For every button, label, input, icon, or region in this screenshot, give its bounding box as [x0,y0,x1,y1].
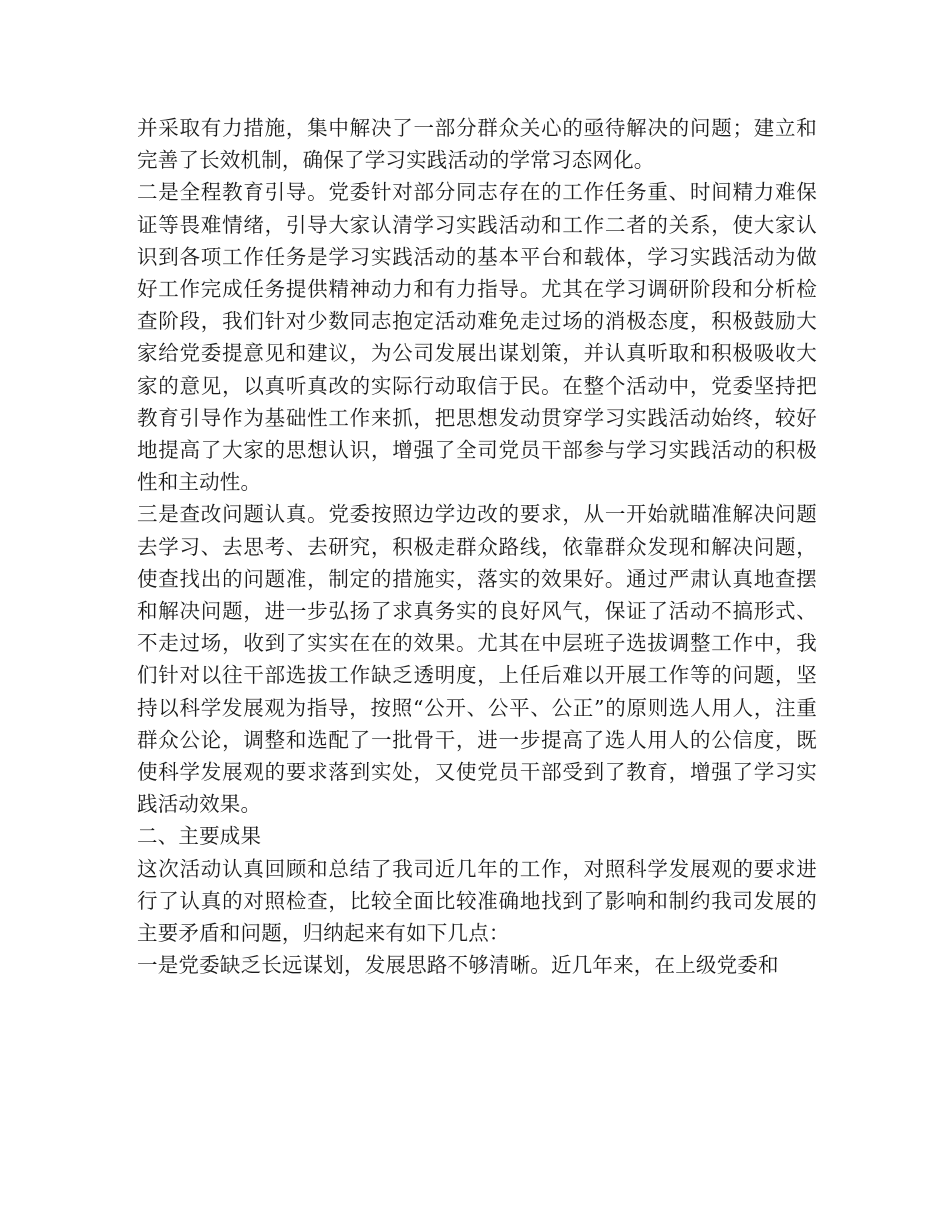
paragraph-5: 一是党委缺乏长远谋划，发展思路不够清晰。近几年来，在上级党委和 [137,953,779,978]
paragraph-3: 三是查改问题认真。党委按照边学边改的要求，从一开始就瞄准解决问题去学习、去思考、去研究，积极走群众路线，依靠群众发现和解决问题，使查找出的问题准，制定的措施实，落实的效果好。通过严肃认真地查摆和解决问题，进一步弘扬了求真务实的良好风气，保证了活动不搞形式、不走过场，收到了实实在在的效果。尤其在中层班子选拔调整工作中，我们针对以往干部选拔工作缺乏透明度，上任后难以开展工作等的问题，坚持以科学发展观为指导，按照“公开、公平、公正”的原则选人用人，注重群众公论，调整和选配了一批骨干，进一步提高了选人用人的公信度，既使科学发展观的要求落到实处，又使党员干部受到了教育，增强了学习实践活动效果。 [137,502,817,817]
document-body [137,112,817,981]
paragraph-2: 二是全程教育引导。党委针对部分同志存在的工作任务重、时间精力难保证等畏难情绪，引导大家认清学习实践活动和工作二者的关系，使大家认识到各项工作任务是学习实践活动的基本平台和载体，学习实践活动为做好工作完成任务提供精神动力和有力指导。尤其在学习调研阶段和分析检查阶段，我们针对少数同志抱定活动难免走过场的消极态度，积极鼓励大家给党委提意见和建议，为公司发展出谋划策，并认真听取和积极吸收大家的意见，以真听真改的实际行动取信于民。在整个活动中，党委坚持把教育引导作为基础性工作来抓，把思想发动贯穿学习实践活动始终，较好地提高了大家的思想认识，增强了全司党员干部参与学习实践活动的积极性和主动性。 [137,180,817,495]
paragraph-4: 这次活动认真回顾和总结了我司近几年的工作，对照科学发展观的要求进行了认真的对照检查，比较全面比较准确地找到了影响和制约我司发展的主要矛盾和问题，归纳起来有如下几点： [137,856,817,946]
section-heading: 二、主要成果 [137,824,262,849]
paragraph-1: 并采取有力措施，集中解决了一部分群众关心的亟待解决的问题；建立和完善了长效机制，确保了学习实践活动的学常习态网化。 [137,116,817,173]
